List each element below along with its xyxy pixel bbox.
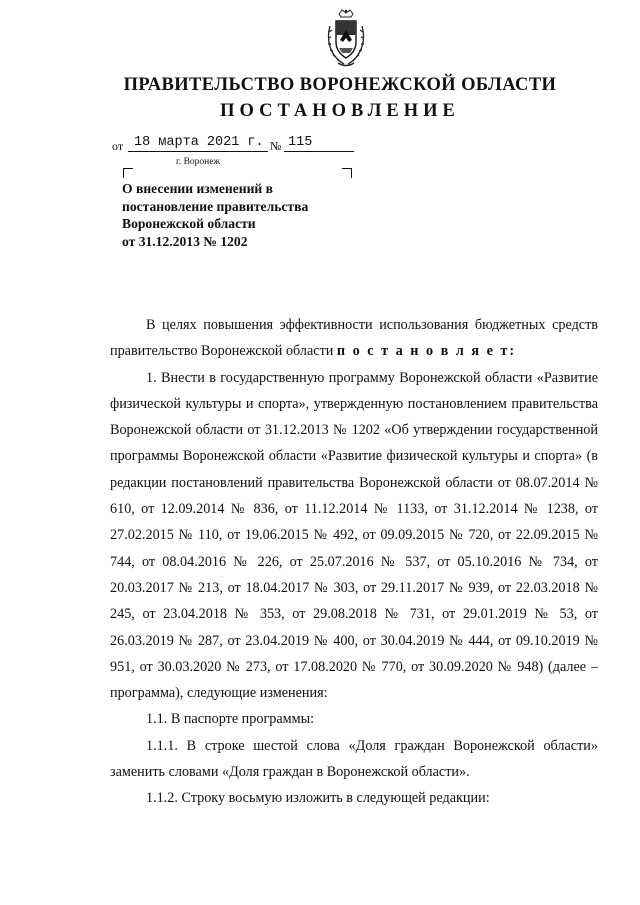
document-type-title: ПОСТАНОВЛЕНИЕ (220, 101, 460, 121)
subject-line: Воронежской области (122, 216, 256, 231)
subject-line: от 31.12.2013 № 1202 (122, 233, 248, 249)
subject-line: О внесении изменений в (122, 181, 273, 196)
item-1-1-2-paragraph: 1.1.2. Строку восьмую изложить в следующей редакции: (146, 790, 490, 807)
organization-title: ПРАВИТЕЛЬСТВО ВОРОНЕЖСКОЙ ОБЛАСТИ (123, 75, 557, 95)
item-1-1-1-paragraph: 1.1.1. В строке шестой слова «Доля граждан Воронежской области» заменить словами «Доля граждан в Воронежской области». (110, 737, 598, 781)
subject-line: постановление правительства (122, 198, 309, 214)
city-label: г. Воронеж (176, 157, 221, 167)
preamble-paragraph (110, 312, 598, 365)
preamble-text: В целях повышения эффективности использования бюджетных средств правительство Воронежской области (110, 317, 598, 360)
item-1-1-paragraph: 1.1. В паспорте программы: (146, 711, 315, 728)
document-number: 115 (288, 135, 313, 150)
number-prefix: № (270, 139, 282, 153)
decree-word: п о с т а н о в л я е т: (336, 343, 517, 360)
item-1-paragraph: 1. Внести в государственную программу Воронежской области «Развитие физической культуры и спорта», утвержденную постановлением правительства Воронежской области от 31.12.2013 № 1202 «Об утверждении государственной программы Воронежской области «Развитие физической культуры и спорта» (в редакции постановлений правительства Воронежской области от 08.07.2014 № 610, от 12.09.2014 № 836, от 11.12.2014 № 1133, от 31.12.2014 № 1238, от 27.02.2015 № 110, от 19.06.2015 № 492, от 09.09.2015 № 720, от 22.09.2015 № 744, от 08.04.2016 № 226, от 25.07.2016 № 537, от 05.10.2016 № 734, от 20.03.2017 № 213, от 18.04.2017 № 303, от 29.11.2017 № 939, от 22.03.2018 № 245, от 23.04.2018 № 353, от 29.08.2018 № 731, от 29.01.2019 № 53, от 26.03.2019 № 287, от 23.04.2019 № 400, от 30.04.2019 № 444, от 09.10.2019 № 951, от 30.03.2020 № 273, от 17.08.2020 № 770, от 30.09.2020 № 948) (далее – программа), следующие изменения: (110, 369, 598, 702)
coat-of-arms-icon (322, 8, 370, 68)
document-body (110, 312, 598, 812)
document-date: 18 марта 2021 г. (134, 135, 264, 150)
date-number-line (112, 135, 372, 155)
date-prefix: от (112, 139, 124, 153)
document-subject (122, 180, 308, 250)
subject-bracket-right (342, 168, 352, 178)
subject-bracket-left (123, 168, 133, 178)
